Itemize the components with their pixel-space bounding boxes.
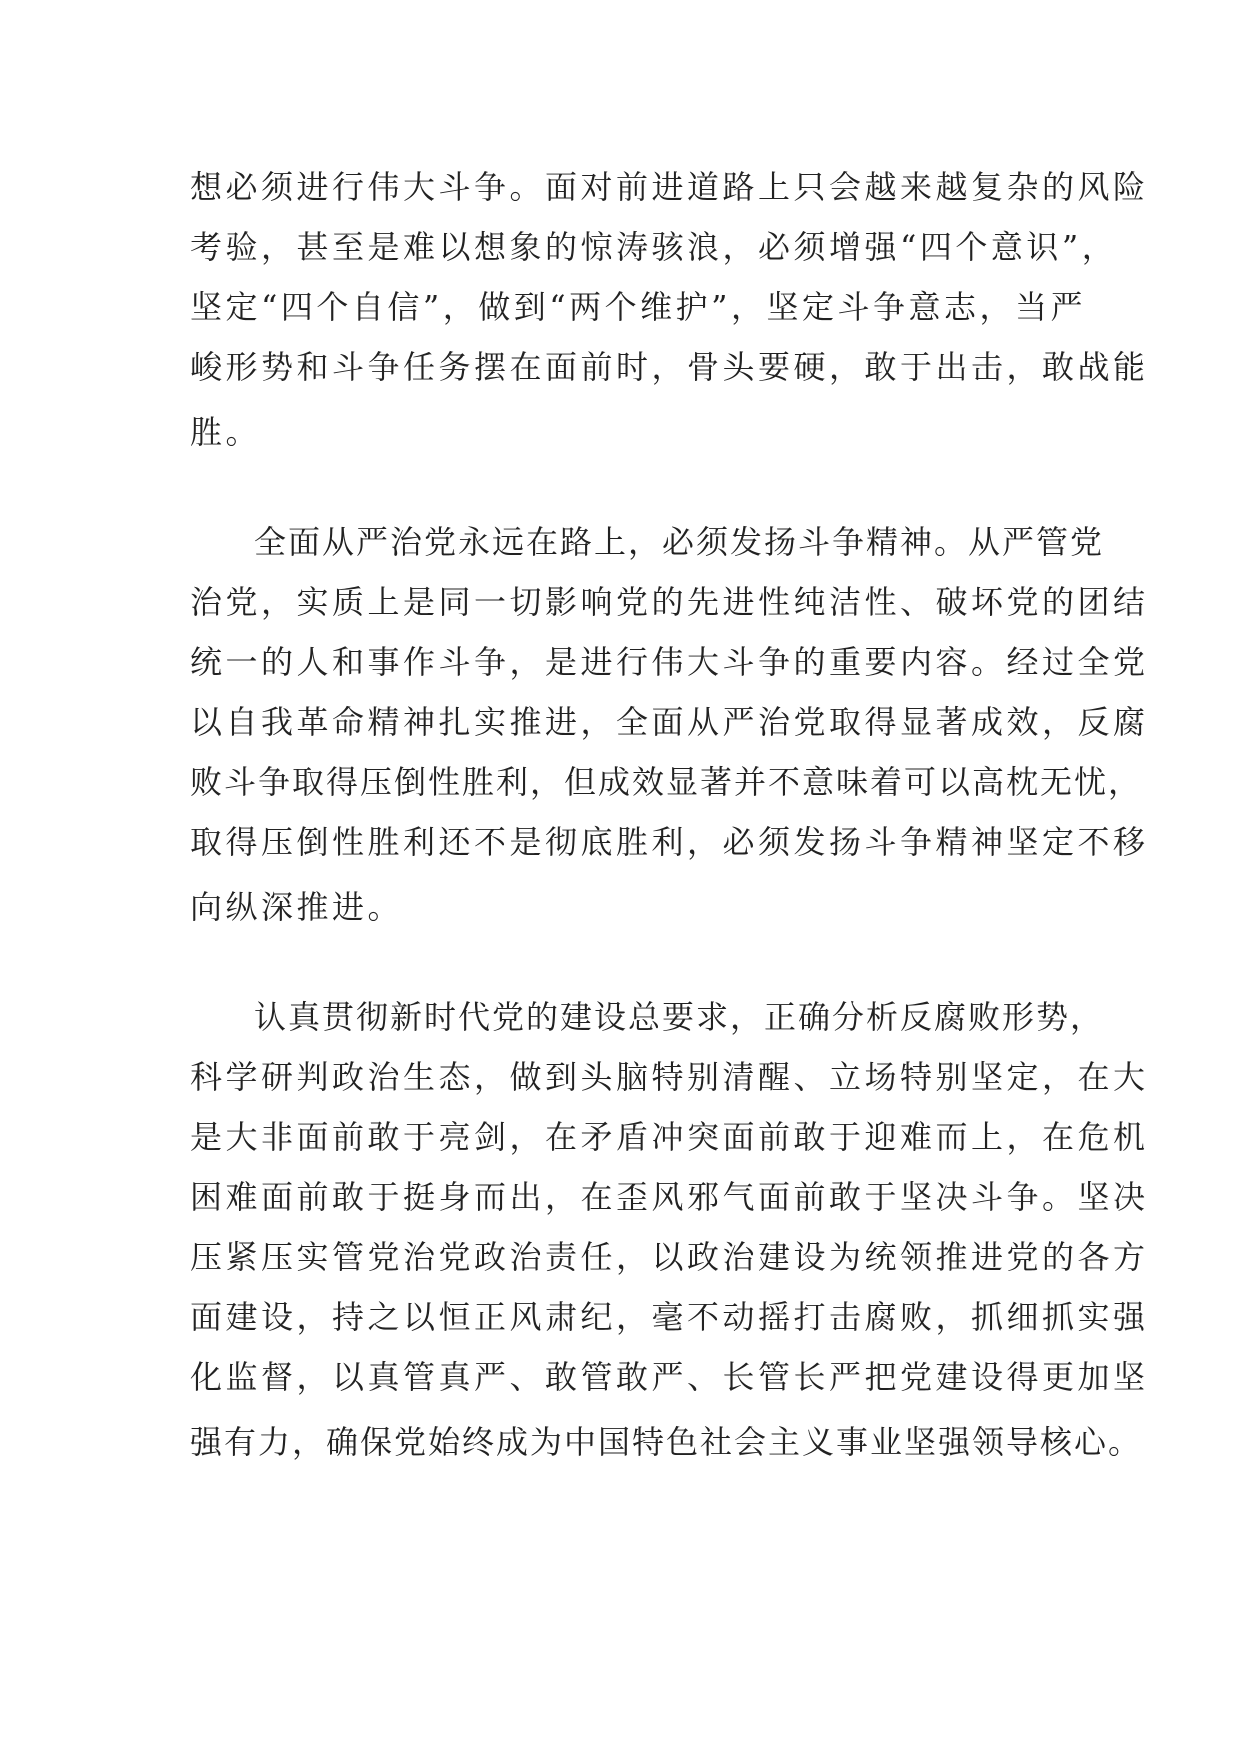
paragraph-3-line-2: 科学研判政治生态，做到头脑特别清醒、立场特别坚定，在大 <box>190 1058 1149 1096</box>
paragraph-2-line-3: 统一的人和事作斗争，是进行伟大斗争的重要内容。经过全党 <box>190 643 1149 681</box>
paragraph-3-line-8: 强有力，确保党始终成为中国特色社会主义事业坚强领导核心。 <box>190 1423 1143 1461</box>
paragraph-1-line-1: 想必须进行伟大斗争。面对前进道路上只会越来越复杂的风险 <box>190 168 1149 206</box>
paragraph-2-line-7: 向纵深推进。 <box>190 888 404 926</box>
paragraph-3-line-5: 压紧压实管党治党政治责任，以政治建设为统领推进党的各方 <box>190 1238 1149 1276</box>
paragraph-1-line-4: 峻形势和斗争任务摆在面前时，骨头要硬，敢于出击，敢战能 <box>190 348 1149 386</box>
paragraph-3-line-7: 化监督，以真管真严、敢管敢严、长管长严把党建设得更加坚 <box>190 1358 1149 1396</box>
paragraph-3-line-1: 认真贯彻新时代党的建设总要求，正确分析反腐败形势， <box>254 998 1105 1036</box>
paragraph-1-line-5: 胜。 <box>190 413 262 451</box>
paragraph-1-line-3: 坚定“四个自信”，做到“两个维护”，坚定斗争意志，当严 <box>190 288 1086 326</box>
paragraph-2-line-1: 全面从严治党永远在路上，必须发扬斗争精神。从严管党 <box>254 523 1105 561</box>
paragraph-2-line-5: 败斗争取得压倒性胜利，但成效显著并不意味着可以高枕无忧， <box>190 763 1143 801</box>
paragraph-3-line-3: 是大非面前敢于亮剑，在矛盾冲突面前敢于迎难而上，在危机 <box>190 1118 1149 1156</box>
paragraph-2-line-2: 治党，实质上是同一切影响党的先进性纯洁性、破坏党的团结 <box>190 583 1149 621</box>
paragraph-3-line-6: 面建设，持之以恒正风肃纪，毫不动摇打击腐败，抓细抓实强 <box>190 1298 1149 1336</box>
paragraph-2-line-4: 以自我革命精神扎实推进，全面从严治党取得显著成效，反腐 <box>190 703 1149 741</box>
paragraph-2-line-6: 取得压倒性胜利还不是彻底胜利，必须发扬斗争精神坚定不移 <box>190 823 1149 861</box>
paragraph-1-line-2: 考验，甚至是难以想象的惊涛骇浪，必须增强“四个意识”， <box>190 228 1118 266</box>
paragraph-3-line-4: 困难面前敢于挺身而出，在歪风邪气面前敢于坚决斗争。坚决 <box>190 1178 1149 1216</box>
